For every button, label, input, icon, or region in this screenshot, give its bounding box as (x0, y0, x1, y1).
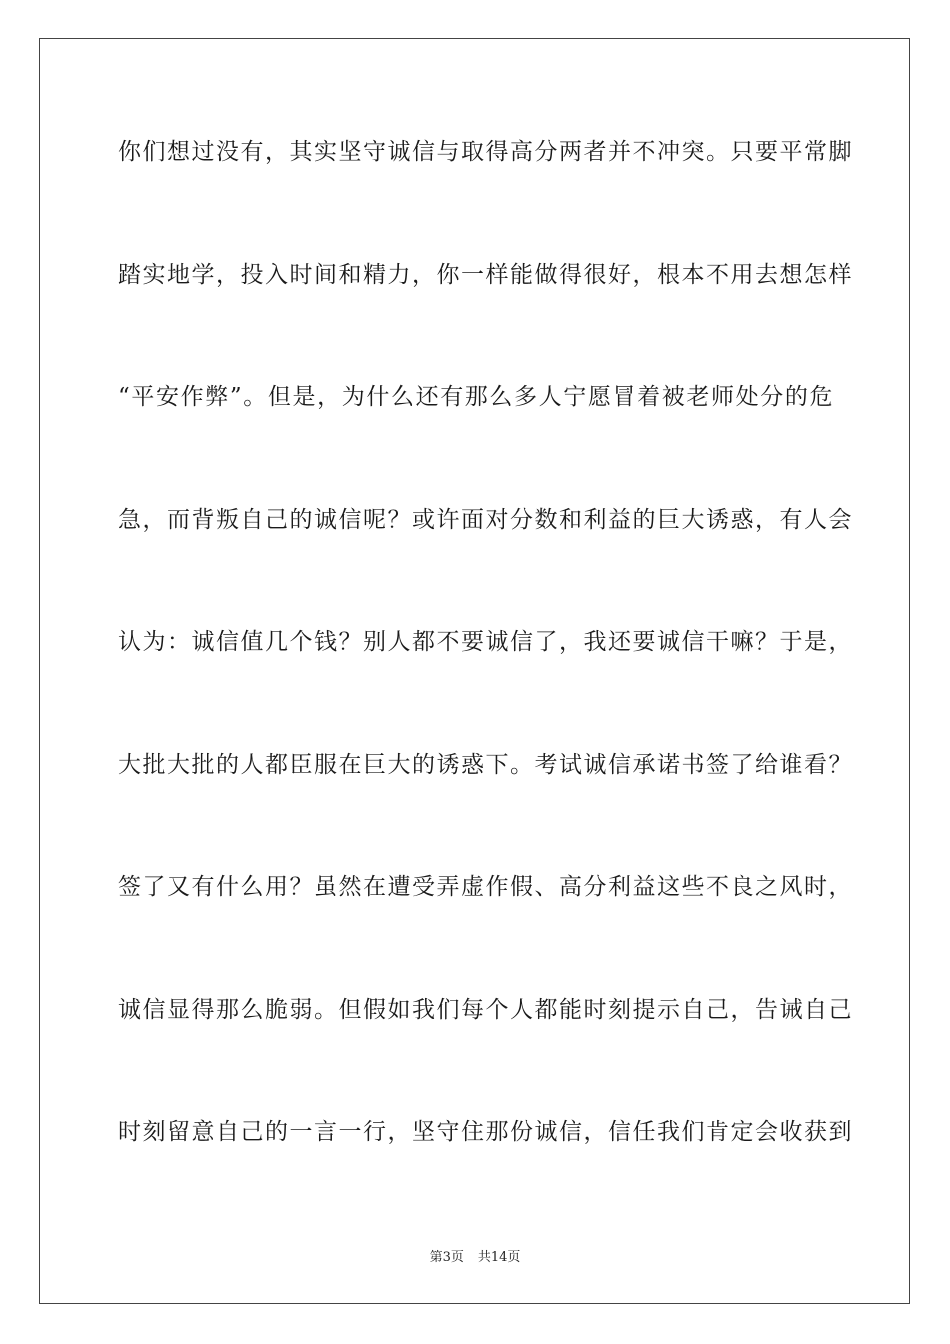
text-line-7: 签了又有什么用？虽然在遭受弄虚作假、高分利益这些不良之风时， (118, 874, 853, 900)
page-number: 第3页 (429, 1250, 464, 1265)
text-line-6: 大批大批的人都臣服在巨大的诱惑下。考试诚信承诺书签了给谁看？ (118, 751, 853, 778)
document-body (118, 127, 853, 1230)
text-line-9: 时刻留意自己的一言一行，坚守住那份诚信，信任我们肯定会收获到 (118, 1119, 853, 1145)
page-footer (0, 1246, 950, 1265)
page-total: 共14页 (477, 1250, 521, 1265)
text-line-2: 踏实地学，投入时间和精力，你一样能做得很好，根本不用去想怎样 (118, 261, 853, 288)
text-line-5: 认为：诚信值几个钱？别人都不要诚信了，我还要诚信干嘛？于是， (118, 629, 853, 655)
text-line-4: 急，而背叛自己的诚信呢？或许面对分数和利益的巨大诱惑，有人会 (118, 506, 853, 533)
text-line-1: 你们想过没有，其实坚守诚信与取得高分两者并不冲突。只要平常脚 (118, 139, 853, 165)
text-line-8: 诚信显得那么脆弱。但假如我们每个人都能时刻提示自己，告诫自己 (118, 996, 853, 1023)
text-line-3: “平安作弊”。但是，为什么还有那么多人宁愿冒着被老师处分的危 (118, 384, 834, 410)
